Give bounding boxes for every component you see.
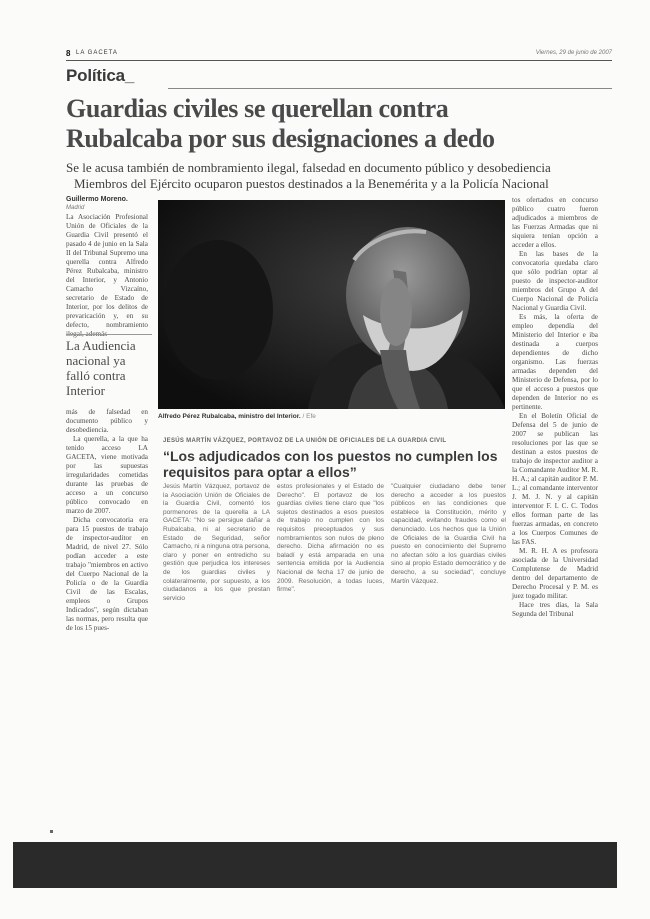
headline <box>66 94 616 154</box>
section-label: Política_ <box>66 66 135 85</box>
headline-line-1: Guardias civiles se querellan contra <box>66 94 449 123</box>
sidebar-title: “Los adjudicados con los puestos no cumplen los requisitos para optar a ellos” <box>163 448 498 480</box>
paragraph: Dicha convocatoria era para 15 puestos de trabajo de inspector-auditor en Madrid, de nivel 27. Sólo podían acceder a este trabajo "miembros en activo del Cuerpo Nacional de la Policía o de la Guardia Civil de las Escalas, empleos o Grupos Indicados", según dictaban las normas, pero resulta que de los 15 pues- <box>66 516 148 632</box>
byline-author: Guillermo Moreno. <box>66 196 128 203</box>
paragraph: Hace tres días, la Sala Segunda del Tribunal <box>512 601 598 618</box>
page-number: 8 <box>66 49 71 58</box>
publication-name: LA GACETA <box>76 50 118 56</box>
paragraph: En las bases de la convocatoria quedaba claro que sólo podrían optar al puesto de inspector-auditor miembros del Grupo A del Cuerpo Nacional de Policía Nacional y Guardia Civil. <box>512 250 598 312</box>
scan-mark <box>50 830 53 833</box>
subheads <box>66 160 626 192</box>
paragraph: M. R. H. A es profesora asociada de la Universidad Complutense de Madrid dentro del departamento de Derecho Procesal y P. M. es juez togado militar. <box>512 547 598 600</box>
news-photo <box>158 200 505 409</box>
subhead-1: Se le acusa también de nombramiento ilegal, falsedad en documento público y desobediencia <box>66 160 551 175</box>
pull-quote: La Audiencia nacional ya falló contra Interior <box>66 334 152 398</box>
caption-text: Alfredo Pérez Rubalcaba, ministro del Interior. <box>158 413 301 420</box>
sidebar-kicker: JESÚS MARTÍN VÁZQUEZ, PORTAVOZ DE LA UNIÓN DE OFICIALES DE LA GUARDIA CIVIL <box>163 438 447 444</box>
article-column-1-top <box>66 213 148 339</box>
paragraph: La Asociación Profesional Unión de Oficiales de la Guardia Civil presentó el pasado 4 de junio en la Sala II del Tribunal Supremo una querella contra Alfredo Pérez Rubalcaba, ministro del Interior, y Antonio Camacho Vizcaíno, secretario de Estado de Interior, por los delitos de prevaricación y, en su defecto, nombramiento ilegal, además <box>66 213 148 338</box>
headline-line-2: Rubalcaba por sus designaciones a dedo <box>66 124 495 153</box>
paragraph: La querella, a la que ha tenido acceso LA GACETA, viene motivada por las supuestas irregularidades cometidas durante las pruebas de acceso a un concurso público convocado en marzo de 2007. <box>66 435 148 515</box>
paragraph: más de falsedad en documento público y desobediencia. <box>66 408 148 434</box>
byline-place: Madrid <box>66 205 85 211</box>
header-rule <box>66 60 612 61</box>
sidebar-column-1: Jesús Martín Vázquez, portavoz de la Asociación Unión de Oficiales de la Guardia Civil, comentó los pormenores de la querella a LA GACETA: "No se persigue dañar a Rubalcaba, ni al secretario de Estado de Seguridad, señor Camacho, ni a ninguna otra persona, claro y poner en entredicho su gestión que perjudica los intereses de los guardias civiles y colateralmente, por supuesto, a los ciudadanos a los que prestan servicio <box>163 483 270 602</box>
subhead-2: Miembros del Ejército ocuparon puestos destinados a la Benemérita y a la Policía Nacional <box>74 176 549 191</box>
paragraph: En el Boletín Oficial de Defensa del 5 de junio de 2007 se publican las resoluciones por las que se destinan a estos puestos de trabajo de inspector auditor a la Comandante Auditor M. R. H. A.; al capitán auditor P. M. L.; al comandante interventor J. M. J. N. y al capitán interventor F. I. C. C. Todos ellos forman parte de las fuerzas armadas, en concreto a los Cuerpos Comunes de las FAS. <box>512 412 598 546</box>
photo-credit: / Efe <box>302 413 316 420</box>
section-rule <box>168 88 612 89</box>
issue-date: Viernes, 29 de junio de 2007 <box>535 50 612 56</box>
footer-bar <box>13 842 617 888</box>
article-column-3 <box>512 196 598 619</box>
sidebar-column-2: estos profesionales y el Estado de Derecho". El portavoz de los guardias civiles tiene claro que "los sujetos destinados a esos puestos de trabajo no cumplen con los requisitos preceptuados y sus nombramientos son nulos de pleno derecho. Dicha afirmación no es baladí y está amparada en una sentencia emitida por la Audiencia Nacional de fecha 17 de junio de 2009. Resolución, a todas luces, firme". <box>277 483 384 594</box>
paragraph: Es más, la oferta de empleo dependía del Ministerio del Interior e iba destinada a cuerpos dependientes de dicho organismo. Las fuerzas armadas dependen del Ministerio de Defensa, por lo que el acceso a puestos que dependen de Interior no es pertinente. <box>512 313 598 411</box>
sidebar-column-3: "Cualquier ciudadano debe tener derecho a acceder a los puestos públicos en las condiciones que establece la Constitución, mérito y capacidad, evitando fraudes como el denunciado. Los hechos que la Unión de Oficiales de la Guardia Civil ha puesto en conocimiento del Supremo no afectan sólo a los guardias civiles sino al propio Estado democrático y de derecho, a su sociedad", concluye Martín Vázquez. <box>391 483 506 585</box>
paragraph: tos ofertados en concurso público cuatro fueron adjudicados a miembros de las Fuerzas Armadas que ni siquiera tenían opción a acceder a ellos. <box>512 196 598 249</box>
photo-caption <box>158 413 505 420</box>
photo-illustration <box>158 200 505 409</box>
article-column-1-bottom <box>66 408 148 633</box>
